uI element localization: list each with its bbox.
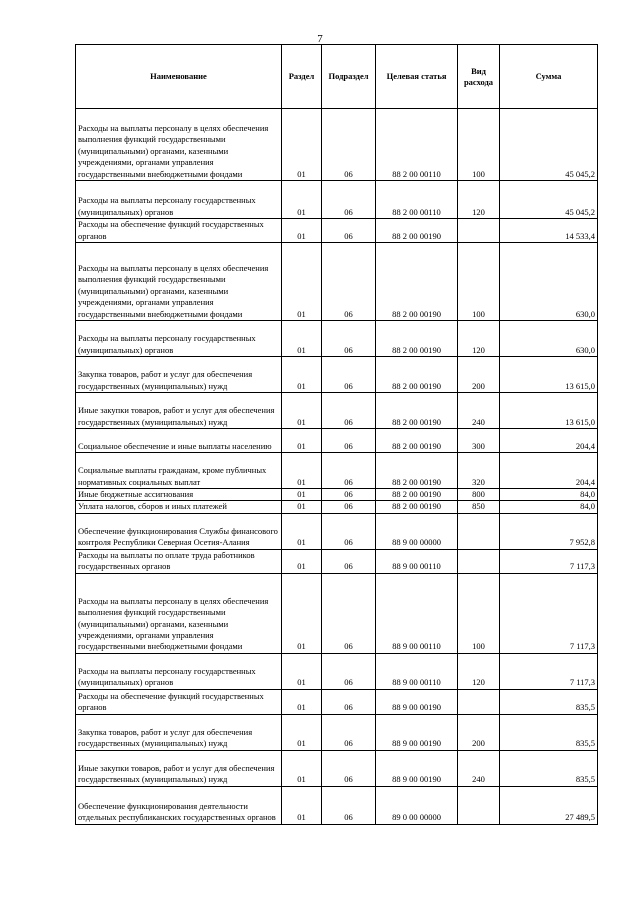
page-number: 7 [317,33,323,45]
table-row [76,429,598,453]
row-type: 100 [458,573,500,653]
row-sum: 7 117,3 [500,549,598,573]
row-subsection: 06 [322,219,376,243]
table-row [76,573,598,653]
row-section: 01 [282,109,322,181]
row-sum: 7 117,3 [500,653,598,689]
row-target: 88 2 00 00190 [376,453,458,489]
row-type: 200 [458,714,500,750]
row-type [458,219,500,243]
row-sum: 835,5 [500,689,598,714]
header-section: Раздел [282,45,322,109]
table-row [76,513,598,549]
row-subsection: 06 [322,689,376,714]
row-target: 88 9 00 00190 [376,750,458,786]
row-sum: 835,5 [500,714,598,750]
table-row [76,689,598,714]
row-sum: 835,5 [500,750,598,786]
header-name: Наименование [76,45,282,109]
row-name: Иные закупки товаров, работ и услуг для обеспечения государственных (муниципальных) нужд [76,393,282,429]
row-subsection: 06 [322,750,376,786]
row-type: 240 [458,750,500,786]
table-row [76,109,598,181]
row-section: 01 [282,429,322,453]
table-row [76,219,598,243]
row-subsection: 06 [322,513,376,549]
header-sum: Сумма [500,45,598,109]
row-type: 240 [458,393,500,429]
row-subsection: 06 [322,243,376,321]
row-target: 88 9 00 00000 [376,513,458,549]
row-sum: 45 045,2 [500,181,598,219]
row-subsection: 06 [322,357,376,393]
row-subsection: 06 [322,181,376,219]
row-subsection: 06 [322,714,376,750]
row-section: 01 [282,489,322,501]
row-sum: 204,4 [500,453,598,489]
row-section: 01 [282,357,322,393]
row-target: 88 2 00 00190 [376,219,458,243]
row-section: 01 [282,219,322,243]
table-row [76,489,598,501]
row-sum: 7 117,3 [500,573,598,653]
row-sum: 7 952,8 [500,513,598,549]
row-name: Расходы на выплаты персоналу государственных (муниципальных) органов [76,321,282,357]
row-section: 01 [282,689,322,714]
row-subsection: 06 [322,453,376,489]
table-row [76,181,598,219]
table-row [76,786,598,824]
row-name: Иные бюджетные ассигнования [76,489,282,501]
row-target: 88 9 00 00110 [376,653,458,689]
row-name: Уплата налогов, сборов и иных платежей [76,501,282,513]
row-sum: 13 615,0 [500,393,598,429]
row-target: 88 2 00 00190 [376,321,458,357]
row-name: Расходы на обеспечение функций государственных органов [76,689,282,714]
row-name: Закупка товаров, работ и услуг для обеспечения государственных (муниципальных) нужд [76,714,282,750]
row-sum: 204,4 [500,429,598,453]
row-target: 88 9 00 00190 [376,714,458,750]
row-section: 01 [282,321,322,357]
row-name: Расходы на выплаты персоналу в целях обеспечения выполнения функций государственными (муниципальными) органами, казенными учреждениями, органами управления государственными внебюджетными фондами [76,243,282,321]
table-row [76,453,598,489]
row-type: 320 [458,453,500,489]
row-subsection: 06 [322,653,376,689]
row-section: 01 [282,714,322,750]
row-name: Обеспечение функционирования деятельности отдельных республиканских государственных органов [76,786,282,824]
row-subsection: 06 [322,549,376,573]
row-name: Расходы на выплаты персоналу государственных (муниципальных) органов [76,653,282,689]
table-header-row [76,45,598,109]
table-body [76,109,598,825]
row-target: 88 9 00 00110 [376,573,458,653]
table-row [76,243,598,321]
row-sum: 630,0 [500,243,598,321]
header-target: Целевая статья [376,45,458,109]
row-subsection: 06 [322,429,376,453]
row-target: 89 0 00 00000 [376,786,458,824]
row-target: 88 9 00 00110 [376,549,458,573]
row-section: 01 [282,393,322,429]
row-sum: 13 615,0 [500,357,598,393]
row-target: 88 2 00 00190 [376,429,458,453]
row-name: Обеспечение функционирования Службы финансового контроля Республики Северная Осетия-Алания [76,513,282,549]
table-row [76,714,598,750]
row-name: Закупка товаров, работ и услуг для обеспечения государственных (муниципальных) нужд [76,357,282,393]
row-type: 120 [458,321,500,357]
row-name: Социальные выплаты гражданам, кроме публичных нормативных социальных выплат [76,453,282,489]
row-type [458,786,500,824]
table-row [76,501,598,513]
row-type [458,513,500,549]
row-subsection: 06 [322,786,376,824]
row-sum: 630,0 [500,321,598,357]
row-section: 01 [282,750,322,786]
row-section: 01 [282,549,322,573]
row-section: 01 [282,243,322,321]
row-name: Расходы на обеспечение функций государственных органов [76,219,282,243]
row-sum: 84,0 [500,489,598,501]
row-name: Расходы на выплаты по оплате труда работников государственных органов [76,549,282,573]
row-target: 88 2 00 00190 [376,393,458,429]
row-type: 200 [458,357,500,393]
row-target: 88 9 00 00190 [376,689,458,714]
row-subsection: 06 [322,501,376,513]
row-sum: 14 533,4 [500,219,598,243]
row-type: 300 [458,429,500,453]
row-type [458,689,500,714]
row-section: 01 [282,786,322,824]
row-section: 01 [282,513,322,549]
table-row [76,321,598,357]
row-name: Расходы на выплаты персоналу в целях обеспечения выполнения функций государственными (муниципальными) органами, казенными учреждениями, органами управления государственными внебюджетными фондами [76,573,282,653]
row-target: 88 2 00 00110 [376,109,458,181]
row-section: 01 [282,501,322,513]
table-row [76,549,598,573]
row-subsection: 06 [322,489,376,501]
table-row [76,357,598,393]
row-type: 120 [458,181,500,219]
header-subsection: Подраздел [322,45,376,109]
row-name: Иные закупки товаров, работ и услуг для обеспечения государственных (муниципальных) нужд [76,750,282,786]
row-target: 88 2 00 00110 [376,181,458,219]
header-type: Вид расхода [458,45,500,109]
row-type: 100 [458,109,500,181]
row-target: 88 2 00 00190 [376,243,458,321]
row-target: 88 2 00 00190 [376,489,458,501]
row-name: Социальное обеспечение и иные выплаты населению [76,429,282,453]
row-sum: 45 045,2 [500,109,598,181]
row-section: 01 [282,453,322,489]
table-row [76,653,598,689]
row-type: 100 [458,243,500,321]
row-type: 850 [458,501,500,513]
row-type: 120 [458,653,500,689]
table-row [76,750,598,786]
row-sum: 84,0 [500,501,598,513]
row-subsection: 06 [322,109,376,181]
row-name: Расходы на выплаты персоналу в целях обеспечения выполнения функций государственными (муниципальными) органами, казенными учреждениями, органами управления государственными внебюджетными фондами [76,109,282,181]
row-name: Расходы на выплаты персоналу государственных (муниципальных) органов [76,181,282,219]
budget-table [75,44,598,825]
row-target: 88 2 00 00190 [376,357,458,393]
row-section: 01 [282,573,322,653]
row-type: 800 [458,489,500,501]
row-subsection: 06 [322,573,376,653]
row-subsection: 06 [322,393,376,429]
row-subsection: 06 [322,321,376,357]
row-section: 01 [282,181,322,219]
row-sum: 27 489,5 [500,786,598,824]
row-type [458,549,500,573]
row-target: 88 2 00 00190 [376,501,458,513]
row-section: 01 [282,653,322,689]
table-row [76,393,598,429]
